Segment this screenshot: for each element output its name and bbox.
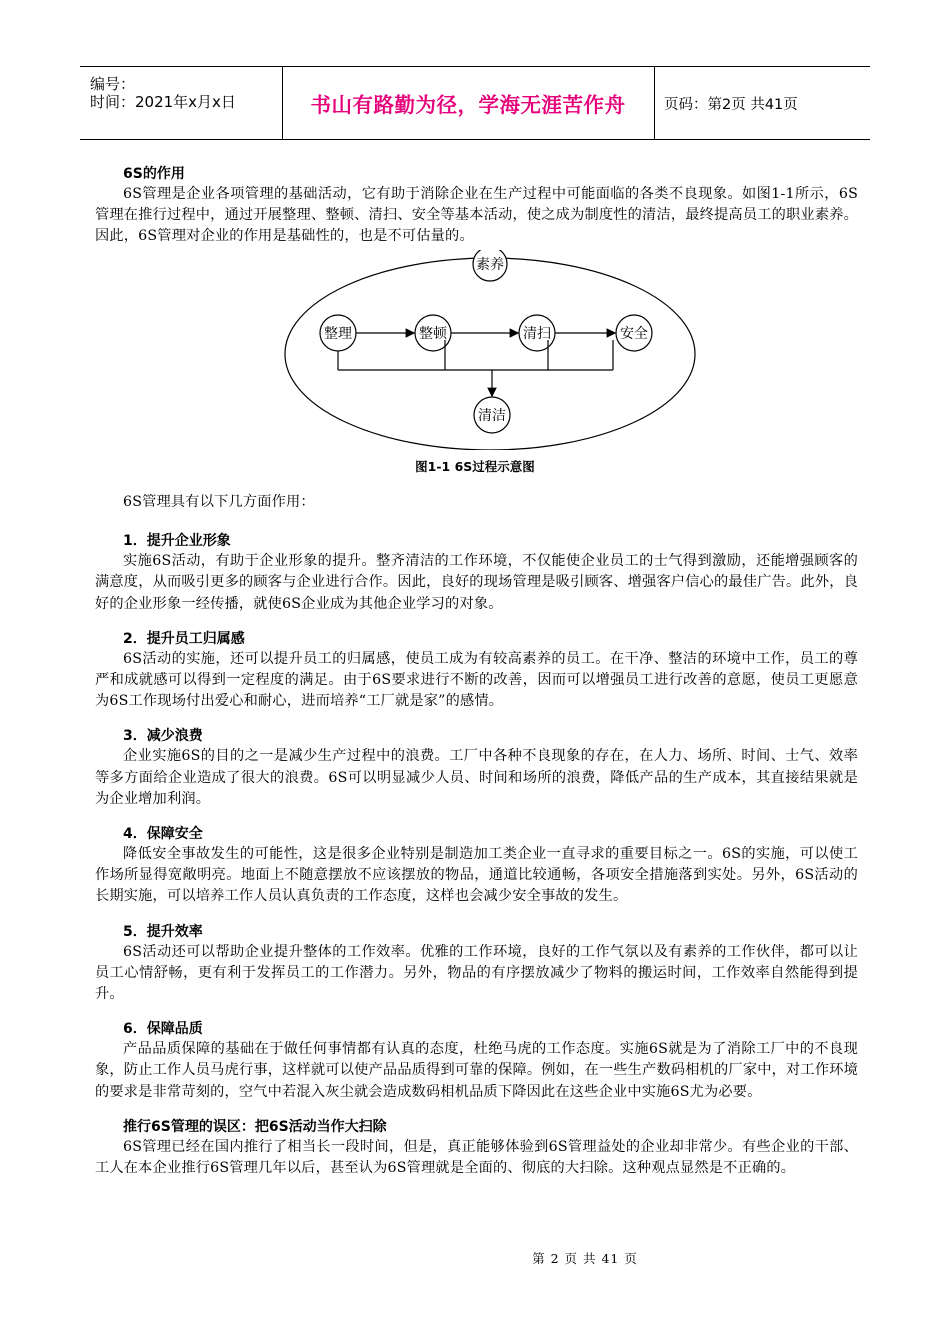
motto: 书山有路勤为径，学海无涯苦作舟 (310, 93, 626, 117)
6s-process-diagram (280, 250, 700, 450)
header-right-cell (654, 67, 870, 139)
node-zhengdun-label: 整顿 (419, 326, 447, 342)
section-title: 1．提升企业形象 (123, 533, 231, 550)
node-qingjie-label: 清洁 (478, 408, 506, 424)
section-title: 推行6S管理的误区：把6S活动当作大扫除 (123, 1118, 387, 1135)
header-left-cell (80, 67, 283, 139)
section-title: 6S的作用 (123, 166, 185, 182)
section-paragraph: 6S管理已经在国内推行了相当长一段时间，但是，真正能够体验到6S管理益处的企业却非常少。有些企业的干部、工人在本企业推行6S管理几年以后，甚至认为6S管理就是全面的、彻底的大扫除。这种观点显然是不正确的。 (95, 1138, 858, 1177)
main-body (95, 492, 858, 1179)
figure-caption: 图1-1 6S过程示意图 (415, 459, 535, 474)
time-label: 时间：2021年x月x日 (90, 93, 236, 111)
header-center-cell (282, 67, 655, 139)
section-paragraph: 6S活动还可以帮助企业提升整体的工作效率。优雅的工作环境，良好的工作气氛以及有素养的工作伙伴，都可以让员工心情舒畅，更有利于发挥员工的工作潜力。另外，物品的有序摆放减少了物料的搬运时间，工作效率自然能得到提升。 (95, 943, 858, 1003)
section-title: 5．提升效率 (123, 923, 203, 940)
node-zhengli-label: 整理 (324, 326, 352, 342)
section-title: 2．提升员工归属感 (123, 630, 245, 647)
node-qingsao-label: 清扫 (523, 326, 551, 342)
section-paragraph: 6S管理是企业各项管理的基础活动，它有助于消除企业在生产过程中可能面临的各类不良现象。如图1-1所示，6S管理在推行过程中，通过开展整理、整顿、清扫、安全等基本活动，使之成为制度性的清洁，最终提高员工的职业素养。因此，6S管理对企业的作用是基础性的，也是不可估量的。 (95, 186, 858, 245)
section-paragraph: 降低安全事故发生的可能性，这是很多企业特别是制造加工类企业一直寻求的重要目标之一。6S的实施，可以使工作场所显得宽敞明亮。地面上不随意摆放不应该摆放的物品，通道比较通畅，各项安全措施落到实处。另外，6S活动的长期实施，可以培养工作人员认真负责的工作态度，这样也会减少安全事故的发生。 (95, 846, 858, 905)
section-paragraph: 产品品质保障的基础在于做任何事情都有认真的态度，杜绝马虎的工作态度。实施6S就是为了消除工厂中的不良现象，防止工作人员马虎行事，这样就可以使产品品质得到可靠的保障。例如，在一些生产数码相机的厂家中，对工作环境的要求是非常苛刻的，空气中若混入灰尘就会造成数码相机品质下降因此在这些企业中实施6S尤为必要。 (95, 1041, 858, 1100)
node-suyang-label: 素养 (476, 257, 504, 273)
number-label: 编号： (90, 75, 136, 93)
intro-section (95, 164, 858, 248)
page-footer: 第 2 页 共 41 页 (532, 1251, 638, 1266)
page-info: 页码：第2页 共41页 (664, 96, 798, 113)
section-paragraph: 6S活动的实施，还可以提升员工的归属感，使员工成为有较高素养的员工。在干净、整洁的环境中工作，员工的尊严和成就感可以得到一定程度的满足。由于6S要求进行不断的改善，因而可以增强员工进行改善的意愿，使员工更愿意为6S工作现场付出爱心和耐心，进而培养“工厂就是家”的感情。 (95, 650, 858, 710)
node-anquan-label: 安全 (620, 326, 648, 342)
section-paragraph: 实施6S活动，有助于企业形象的提升。整齐清洁的工作环境，不仅能使企业员工的士气得到激励，还能增强顾客的满意度，从而吸引更多的顾客与企业进行合作。因此，良好的现场管理是吸引顾客、增强客户信心的最佳广告。此外，良好的企业形象一经传播，就使6S企业成为其他企业学习的对象。 (95, 553, 858, 612)
section-paragraph: 企业实施6S的目的之一是减少生产过程中的浪费。工厂中各种不良现象的存在，在人力、场所、时间、士气、效率等多方面给企业造成了很大的浪费。6S可以明显减少人员、时间和场所的浪费，降低产品的生产成本，其直接结果就是为企业增加利润。 (95, 748, 858, 807)
header-table (80, 66, 870, 140)
summary-line: 6S管理具有以下几方面作用： (123, 494, 315, 510)
section-title: 4．保障安全 (123, 826, 203, 843)
section-title: 3．减少浪费 (123, 728, 203, 745)
section-title: 6．保障品质 (123, 1021, 203, 1038)
